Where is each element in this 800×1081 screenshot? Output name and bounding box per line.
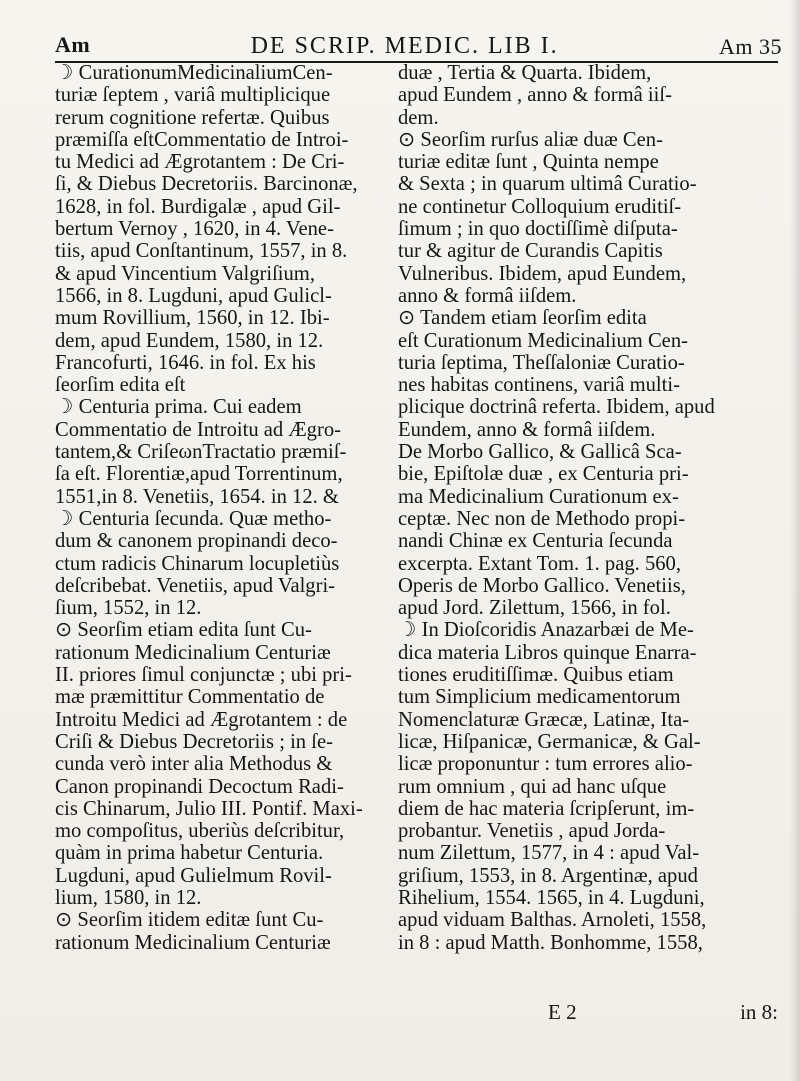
text-line: num Zilettum, 1577, in 4 : apud Val- — [398, 842, 700, 865]
text-line: deſcribebat. Venetiis, apud Valgri- — [55, 574, 336, 597]
text-line: rationum Medicinalium Centuriæ — [55, 931, 331, 954]
text-line: apud viduam Balthas. Arnoleti, 1558, — [398, 909, 707, 932]
text-line: duæ , Tertia & Quarta. Ibidem, — [398, 62, 652, 84]
text-line: ⊙ Seorſim rurſus aliæ duæ Cen- — [398, 128, 663, 151]
text-line: diem de hac materia ſcripſerunt, im- — [398, 797, 695, 820]
text-line: ⊙ Seorſim etiam edita ſunt Cu- — [55, 619, 312, 642]
text-line: rum omnium , qui ad hanc uſque — [398, 775, 667, 798]
running-header — [55, 20, 782, 60]
text-line: rationum Medicinalium Centuriæ — [55, 641, 331, 664]
text-line: dem, apud Eundem, 1580, in 12. — [55, 329, 324, 352]
text-line: licæ proponuntur : tum errores alio- — [398, 753, 693, 776]
text-line: dum & canonem propinandi deco- — [55, 530, 338, 553]
text-line: ☽ CurationumMedicinaliumCen- — [55, 62, 333, 84]
text-line: ceptæ. Nec non de Methodo propi- — [398, 507, 686, 530]
text-line: ⊙ Seorſim itidem editæ ſunt Cu- — [55, 909, 324, 932]
text-line: Lugduni, apud Gulielmum Rovil- — [55, 864, 332, 887]
text-line: ☽ Centuria prima. Cui eadem — [55, 396, 302, 419]
header-left-word: Am — [55, 32, 91, 57]
text-line: turiæ editæ ſunt , Quinta nempe — [398, 151, 659, 174]
right-column — [398, 62, 738, 954]
text-line: tur & agitur de Curandis Capitis — [398, 240, 663, 263]
text-line: ſa eſt. Florentiæ,apud Torrentinum, — [55, 463, 343, 486]
text-line: ne continetur Colloquium eruditiſ- — [398, 195, 682, 218]
text-line: griſium, 1553, in 8. Argentinæ, apud — [398, 864, 698, 887]
header-title: DE SCRIP. MEDIC. LIB I. — [250, 33, 559, 59]
text-line: tiones eruditiſſimæ. Quibus etiam — [398, 664, 674, 687]
text-line: Criſi & Diebus Decretoriis ; in ſe- — [55, 730, 333, 753]
text-line: bertum Vernoy , 1620, in 4. Vene- — [55, 218, 334, 241]
text-line: ſi, & Diebus Decretoriis. Barcinonæ, — [55, 173, 358, 196]
text-line: præmiſſa eſtCommentatio de Introi- — [55, 128, 349, 151]
text-line: ſium, 1552, in 12. — [55, 597, 202, 620]
text-line: Nomenclaturæ Græcæ, Latinæ, Ita- — [398, 708, 690, 731]
text-line: 1551,in 8. Venetiis, 1654. in 12. & — [55, 485, 339, 508]
text-line: II. priores ſimul conjunctæ ; ubi pri- — [55, 664, 352, 687]
text-line: rerum cognitione refertæ. Quibus — [55, 106, 330, 129]
text-line: & apud Vincentium Valgriſium, — [55, 262, 315, 285]
page-footer — [55, 1000, 782, 1026]
text-line: tiis, apud Conſtantinum, 1557, in 8. — [55, 240, 348, 263]
text-line: tu Medici ad Ægrotantem : De Cri- — [55, 151, 345, 174]
text-line: lium, 1580, in 12. — [55, 886, 202, 909]
text-line: Commentatio de Introitu ad Ægro- — [55, 418, 341, 441]
text-line: tum Simplicium medicamentorum — [398, 686, 681, 709]
text-line: mæ præmittitur Commentatio de — [55, 686, 325, 709]
text-line: ☽ Centuria ſecunda. Quæ metho- — [55, 507, 332, 530]
text-line: dica materia Libros quinque Enarra- — [398, 641, 697, 664]
text-line: 1566, in 8. Lugduni, apud Gulicl- — [55, 284, 332, 307]
text-line: anno & formâ iiſdem. — [398, 284, 577, 307]
header-right-page-number: Am 35 — [719, 34, 782, 59]
text-line: dem. — [398, 106, 439, 129]
text-line: mum Rovillium, 1560, in 12. Ibi- — [55, 307, 330, 330]
text-line: tantem,& CriſeωnTractatio præmiſ- — [55, 441, 347, 464]
text-line: Eundem, anno & formâ iiſdem. — [398, 418, 656, 441]
text-line: turia ſeptima, Theſſaloniæ Curatio- — [398, 351, 685, 374]
text-line: Canon propinandi Decoctum Radi- — [55, 775, 344, 798]
text-line: bie, Epiſtolæ duæ , ex Centuria pri- — [398, 463, 689, 486]
text-line: Operis de Morbo Gallico. Venetiis, — [398, 574, 686, 597]
text-line: cunda verò inter alia Methodus & — [55, 753, 333, 776]
text-line: quàm in prima habetur Centuria. — [55, 842, 324, 865]
text-line: apud Eundem , anno & formâ iiſ- — [398, 84, 672, 107]
text-line: ſeorſim edita eſt — [55, 374, 186, 397]
left-column — [55, 62, 380, 954]
signature-mark: E 2 — [548, 1000, 577, 1024]
text-line: 1628, in fol. Burdigalæ , apud Gil- — [55, 195, 341, 218]
text-line: probantur. Venetiis , apud Jorda- — [398, 820, 666, 843]
text-line: ⊙ Tandem etiam ſeorſim edita — [398, 307, 647, 330]
text-line: ma Medicinalium Curationum ex- — [398, 485, 679, 508]
catchword: in 8: — [740, 1000, 778, 1024]
text-line: De Morbo Gallico, & Gallicâ Sca- — [398, 441, 682, 464]
page-edge-shadow — [790, 0, 800, 1081]
text-line: turiæ ſeptem , variâ multiplicique — [55, 84, 331, 107]
text-line: ſimum ; in quo doctiſſimè diſputa- — [398, 218, 678, 241]
text-line: nandi Chinæ ex Centuria ſecunda — [398, 530, 673, 553]
text-line: Introitu Medici ad Ægrotantem : de — [55, 708, 348, 731]
text-line: ctum radicis Chinarum locupletiùs — [55, 552, 340, 575]
text-line: nes habitas continens, variâ multi- — [398, 374, 680, 397]
text-line: excerpta. Extant Tom. 1. pag. 560, — [398, 552, 681, 575]
text-line: plicique doctrinâ referta. Ibidem, apud — [398, 396, 715, 419]
text-line: Francofurti, 1646. in fol. Ex his — [55, 351, 316, 374]
text-line: cis Chinarum, Julio III. Pontif. Maxi- — [55, 797, 363, 820]
text-line: & Sexta ; in quarum ultimâ Curatio- — [398, 173, 697, 196]
text-line: ☽ In Dioſcoridis Anazarbæi de Me- — [398, 619, 694, 642]
text-line: mo compoſitus, uberiùs deſcribitur, — [55, 820, 345, 843]
text-line: eſt Curationum Medicinalium Cen- — [398, 329, 688, 352]
text-line: Rihelium, 1554. 1565, in 4. Lugduni, — [398, 886, 705, 909]
text-line: apud Jord. Zilettum, 1566, in fol. — [398, 597, 671, 620]
text-line: in 8 : apud Matth. Bonhomme, 1558, — [398, 931, 703, 954]
text-line: Vulneribus. Ibidem, apud Eundem, — [398, 262, 687, 285]
text-line: licæ, Hiſpanicæ, Germanicæ, & Gal- — [398, 730, 701, 753]
